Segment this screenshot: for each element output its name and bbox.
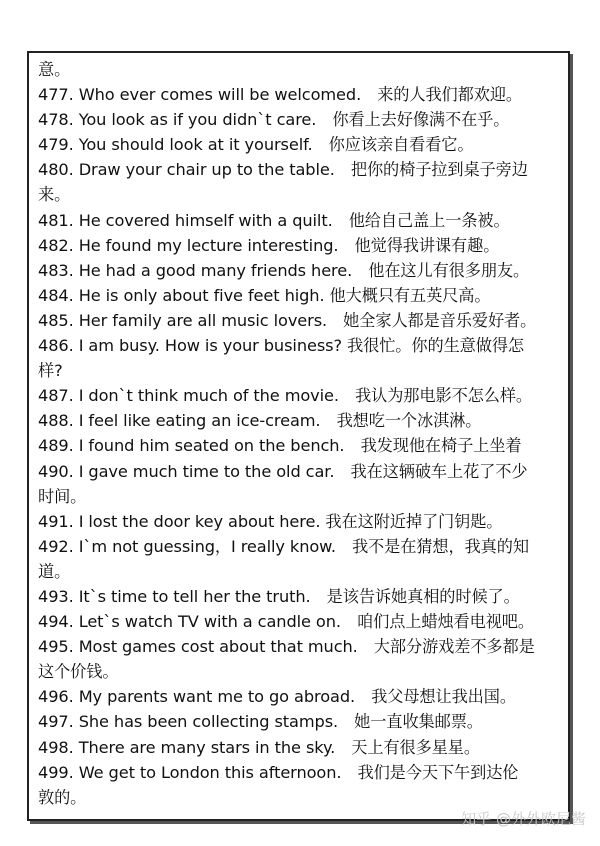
text-line: 494. Let`s watch TV with a candle on. 咱们点上蜡烛看电视吧。	[38, 612, 534, 632]
text-line: 495. Most games cost about that much. 大部分游戏差不多都是	[38, 637, 535, 657]
text-line: 486. I am busy. How is your business? 我很忙。你的生意做得怎	[38, 336, 525, 356]
text-line: 这个价钱。	[38, 662, 119, 682]
text-line: 来。	[38, 185, 71, 205]
text-line: 493. It`s time to tell her the truth. 是该告诉她真相的时候了。	[38, 586, 520, 606]
text-line: 491. I lost the door key about here. 我在这附近掉了门钥匙。	[38, 511, 503, 531]
text-line: 489. I found him seated on the bench. 我发现他在椅子上坐着	[38, 436, 522, 456]
text-line: 479. You should look at it yourself. 你应该亲自看看它。	[38, 135, 474, 155]
text-line: 488. I feel like eating an ice-cream. 我想吃一个冰淇淋。	[38, 411, 482, 431]
text-line: 477. Who ever comes will be welcomed. 来的人我们都欢迎。	[38, 85, 522, 105]
text-line: 498. There are many stars in the sky. 天上有很多星星。	[38, 737, 480, 757]
text-line: 497. She has been collecting stamps. 她一直收集邮票。	[38, 712, 483, 732]
text-line: 484. He is only about five feet high. 他大概只有五英尺高。	[38, 285, 491, 305]
text-line: 499. We get to London this afternoon. 我们是今天下午到达伦	[38, 762, 519, 782]
text-line: 意。	[38, 60, 71, 79]
text-line: 482. He found my lecture interesting. 他觉得我讲课有趣。	[38, 235, 500, 255]
text-line: 481. He covered himself with a quilt. 他给自己盖上一条被。	[38, 210, 510, 230]
text-line: 478. You look as if you didn`t care. 你看上去好像满不在乎。	[38, 110, 510, 130]
text-line: 时间。	[38, 486, 87, 506]
text-line: 480. Draw your chair up to the table. 把你的椅子拉到桌子旁边	[38, 160, 528, 180]
document-frame	[27, 51, 570, 821]
text-line: 492. I`m not guessing，I really know. 我不是在猜想，我真的知	[38, 536, 529, 556]
text-line: 485. Her family are all music lovers. 她全家人都是音乐爱好者。	[38, 310, 537, 330]
text-line: 487. I don`t think much of the movie. 我认为那电影不怎么样。	[38, 386, 533, 406]
text-line: 483. He had a good many friends here. 他在这儿有很多朋友。	[38, 260, 530, 280]
text-line: 道。	[38, 561, 71, 581]
text-line: 490. I gave much time to the old car. 我在这辆破车上花了不少	[38, 461, 528, 481]
text-line: 敦的。	[38, 787, 87, 807]
text-line: 样?	[38, 361, 63, 381]
watermark: 知乎 @外外欧尼酱	[461, 810, 586, 828]
text-line: 496. My parents want me to go abroad. 我父母想让我出国。	[38, 687, 516, 707]
